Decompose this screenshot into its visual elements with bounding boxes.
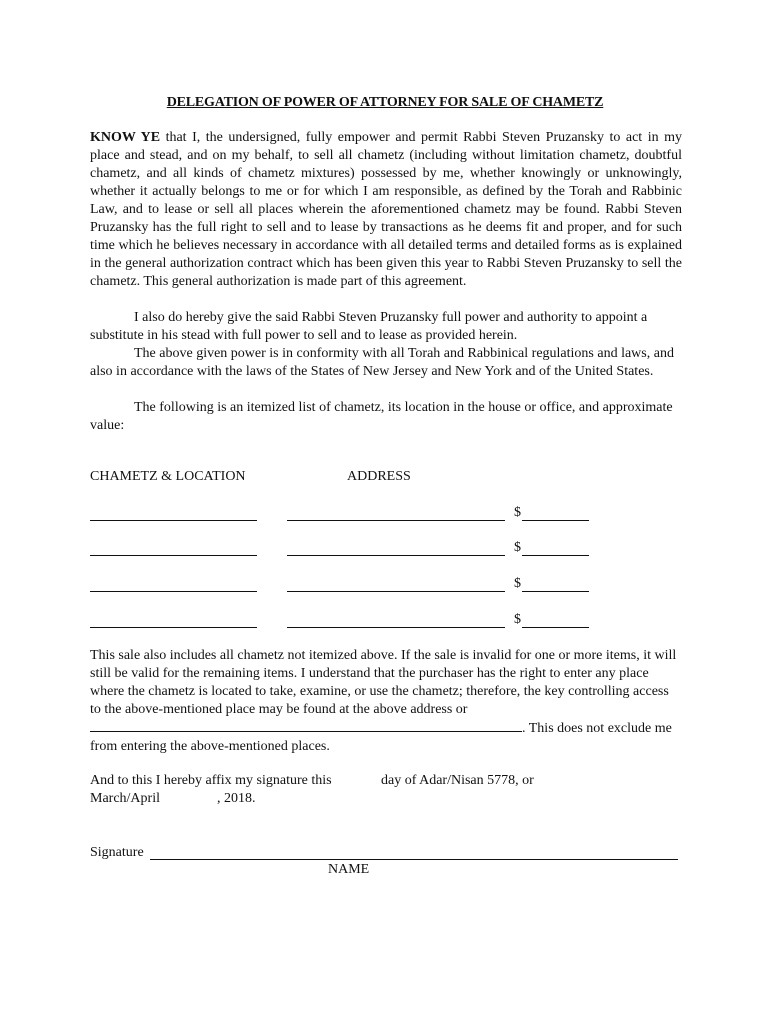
address-field[interactable] bbox=[287, 591, 505, 592]
chametz-location-field[interactable] bbox=[90, 520, 257, 521]
item-row bbox=[90, 540, 610, 558]
affix-signature-text: And to this I hereby affix my signature this bbox=[90, 773, 332, 788]
affix-month-text: March/April bbox=[90, 791, 160, 806]
substitute-paragraph: I also do hereby give the said Rabbi Steven Pruzansky full power and authority to appoint a substitute in his stead with full power to sell and to lease as provided herein. bbox=[90, 310, 648, 343]
sale-terms-paragraph bbox=[90, 647, 682, 756]
address-field[interactable] bbox=[287, 627, 505, 628]
document-title: DELEGATION OF POWER OF ATTORNEY FOR SALE OF CHAMETZ bbox=[166, 95, 604, 110]
dollar-sign: $ bbox=[514, 576, 521, 591]
affix-year-text: , 2018. bbox=[217, 791, 256, 806]
itemized-intro-paragraph: The following is an itemized list of chametz, its location in the house or office, and approximate value: bbox=[90, 400, 673, 433]
item-row bbox=[90, 612, 610, 630]
address-field[interactable] bbox=[287, 555, 505, 556]
conformity-paragraph: The above given power is in conformity with all Torah and Rabbinical regulations and laws, and also in accordance with the laws of the States of New Jersey and New York and of the United States. bbox=[90, 346, 674, 379]
dollar-sign: $ bbox=[514, 505, 521, 520]
value-field[interactable] bbox=[522, 555, 589, 556]
affix-day-text: day of Adar/Nisan 5778, or bbox=[381, 773, 534, 788]
chametz-location-field[interactable] bbox=[90, 627, 257, 628]
key-location-field[interactable] bbox=[90, 719, 522, 732]
signature-field[interactable] bbox=[150, 859, 678, 860]
sale-terms-text: This sale also includes all chametz not itemized above. If the sale is invalid for one or more items, it will still be valid for the remaining items. I understand that the purchaser has the right to enter any place where the chametz is located to take, examine, or use the chametz; therefore, the key controlling access to the above-mentioned place may be found at the above address or bbox=[90, 648, 677, 717]
chametz-location-header: CHAMETZ & LOCATION bbox=[90, 469, 246, 484]
sale-terms-text-end: . This does not exclude me from entering the above-mentioned places. bbox=[90, 721, 672, 754]
know-ye-lead: KNOW YE bbox=[90, 130, 161, 145]
chametz-location-field[interactable] bbox=[90, 555, 257, 556]
dollar-sign: $ bbox=[514, 540, 521, 555]
item-row bbox=[90, 576, 610, 594]
signature-label: Signature bbox=[90, 845, 144, 860]
value-field[interactable] bbox=[522, 520, 589, 521]
authorization-paragraph bbox=[90, 129, 682, 291]
address-field[interactable] bbox=[287, 520, 505, 521]
name-label: NAME bbox=[328, 862, 370, 877]
authorization-body: that I, the undersigned, fully empower and permit Rabbi Steven Pruzansky to act in my place and stead, and on my behalf, to sell all chametz (including without limitation chametz, doubtful chametz, and all kinds of chametz mixtures) possessed by me, whether knowingly or unknowingly, whether it actually belongs to me or for which I am responsible, as defined by the Torah and Rabbinic Law, and to lease or sell all places wherein the aforementioned chametz may be found. Rabbi Steven Pruzansky has the full right to sell and to lease by transactions as he deems fit and proper, and for such time which he believes necessary in accordance with all detailed terms and detailed forms as is explained in the general authorization contract which has been given this year to Rabbi Steven Pruzansky to sell the chametz. This general authorization is made part of this agreement. bbox=[90, 130, 682, 289]
item-row bbox=[90, 505, 610, 523]
dollar-sign: $ bbox=[514, 612, 521, 627]
value-field[interactable] bbox=[522, 627, 589, 628]
chametz-location-field[interactable] bbox=[90, 591, 257, 592]
address-header: ADDRESS bbox=[347, 469, 411, 484]
value-field[interactable] bbox=[522, 591, 589, 592]
